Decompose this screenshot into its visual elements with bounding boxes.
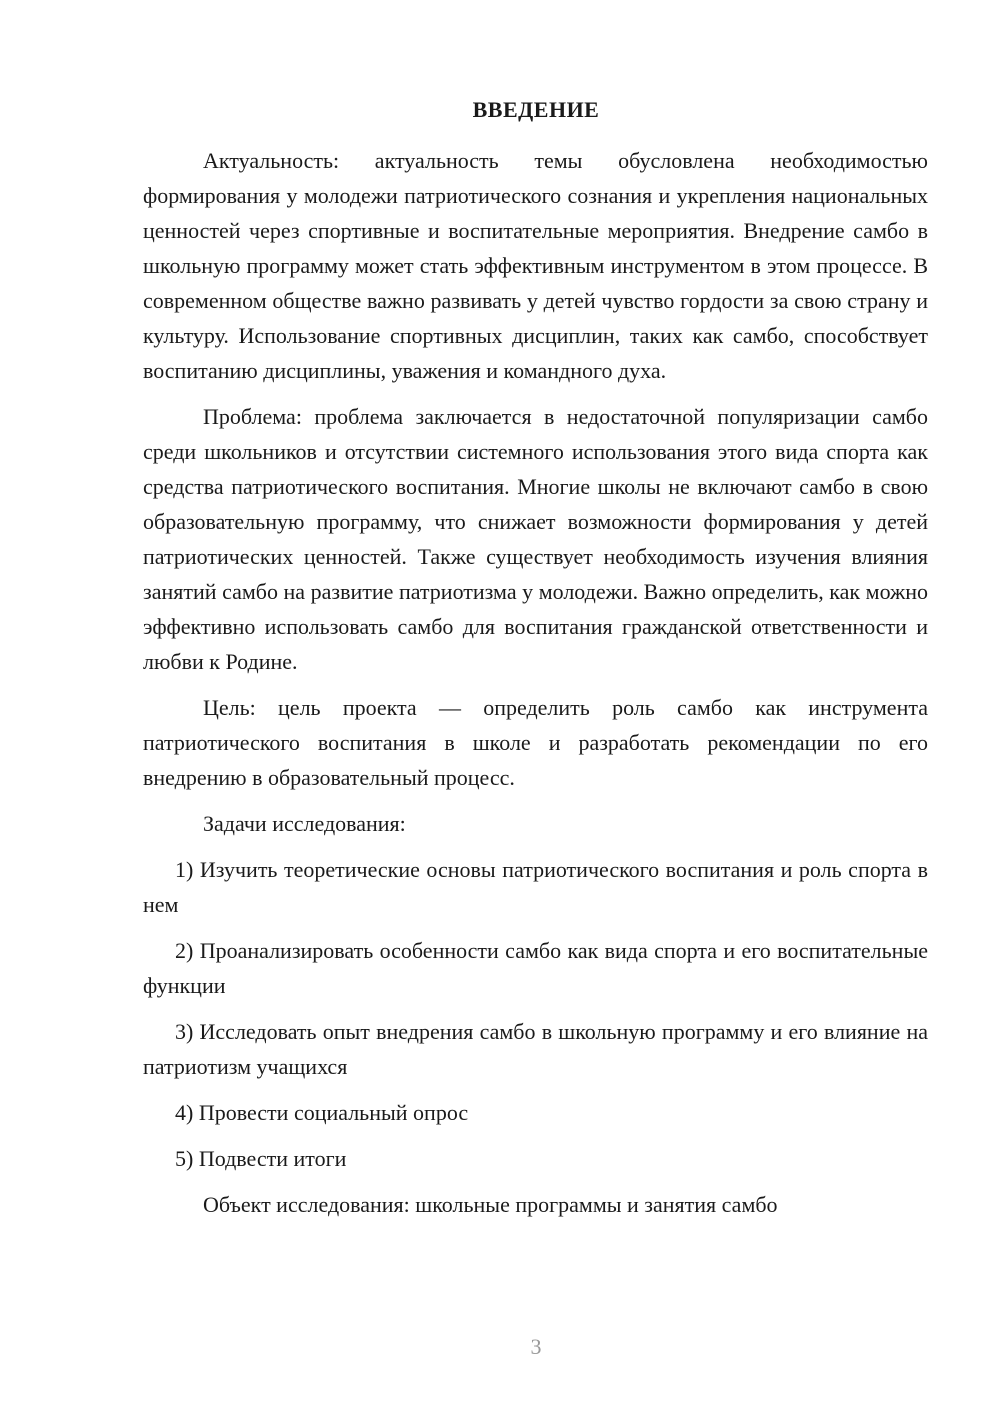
- task-item-1: 1) Изучить теоретические основы патриотического воспитания и роль спорта в нем: [143, 857, 928, 917]
- document-body: [143, 143, 928, 1233]
- task-item-4: 4) Провести социальный опрос: [175, 1100, 469, 1125]
- paragraph-goal: Цель: цель проекта — определить роль самбо как инструмента патриотического воспитания в школе и разработать рекомендации по его внедрению в образовательный процесс.: [143, 695, 928, 790]
- paragraph-problem: Проблема: проблема заключается в недостаточной популяризации самбо среди школьников и отсутствии системного использования этого вида спорта как средства патриотического воспитания. Многие школы не включают самбо в свою образовательную программу, что снижает возможности формирования у детей патриотических ценностей. Также существует необходимость изучения влияния занятий самбо на развитие патриотизма у молодежи. Важно определить, как можно эффективно использовать самбо для воспитания гражданской ответственности и любви к Родине.: [143, 404, 928, 674]
- page-title: ВВЕДЕНИЕ: [472, 97, 600, 122]
- paragraph-object: Объект исследования: школьные программы и занятия самбо: [203, 1192, 778, 1217]
- task-item-2: 2) Проанализировать особенности самбо как вида спорта и его воспитательные функции: [143, 938, 928, 998]
- task-item-3: 3) Исследовать опыт внедрения самбо в школьную программу и его влияние на патриотизм учащихся: [143, 1019, 928, 1079]
- tasks-heading: Задачи исследования:: [203, 811, 406, 836]
- page-number: 3: [530, 1334, 542, 1359]
- task-item-5: 5) Подвести итоги: [175, 1146, 347, 1171]
- paragraph-relevance: Актуальность: актуальность темы обусловлена необходимостью формирования у молодежи патриотического сознания и укрепления национальных ценностей через спортивные и воспитательные мероприятия. Внедрение самбо в школьную программу может стать эффективным инструментом в этом процессе. В современном обществе важно развивать у детей чувство гордости за свою страну и культуру. Использование спортивных дисциплин, таких как самбо, способствует воспитанию дисциплины, уважения и командного духа.: [143, 148, 928, 383]
